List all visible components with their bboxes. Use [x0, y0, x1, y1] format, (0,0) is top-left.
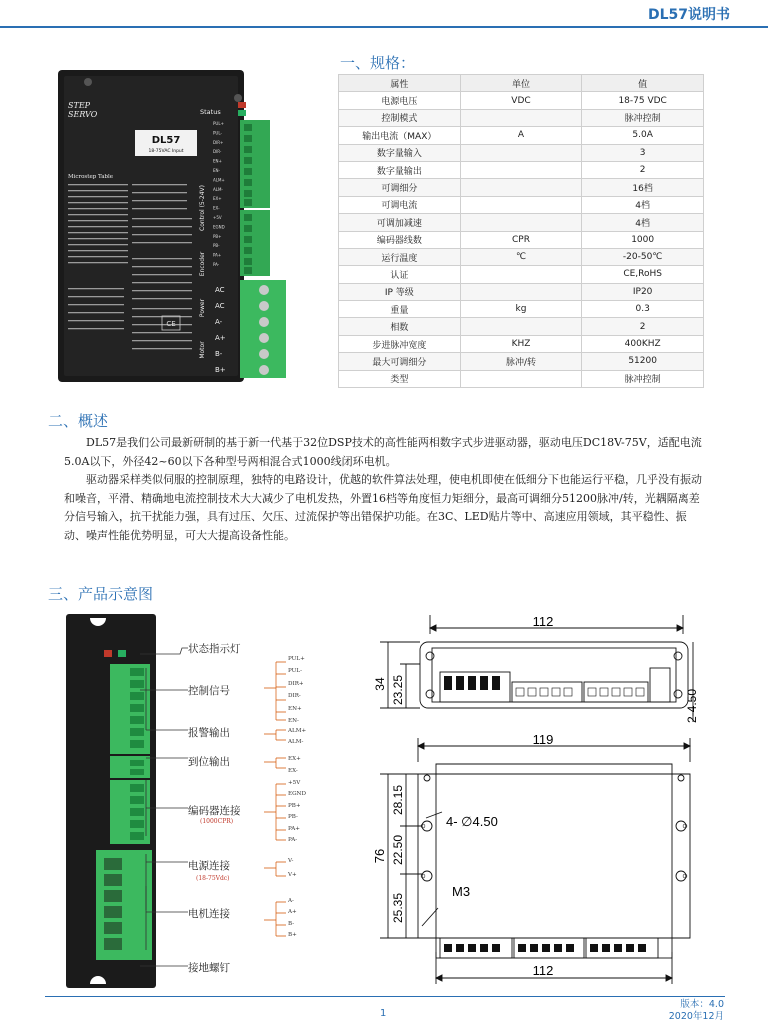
photo-terminal-label: PUL- — [213, 130, 222, 136]
spec-table — [338, 74, 704, 388]
photo-terminal-label: AC — [215, 302, 225, 310]
spec-row — [339, 318, 704, 335]
photo-model: DL57 — [151, 135, 181, 146]
dim-2815: 28.15 — [391, 784, 405, 816]
dim-hole: 4- ∅4.50 — [446, 814, 498, 829]
document-title: DL57说明书 — [647, 7, 730, 23]
spec-cell — [460, 266, 582, 283]
photo-ce: CE — [166, 320, 176, 328]
label-alarm-output: 报警输出 — [188, 727, 230, 739]
signal-name: EX- — [288, 768, 298, 774]
spec-row — [339, 335, 704, 352]
signal-list — [288, 656, 328, 956]
spec-cell: 脉冲/转 — [460, 353, 582, 370]
overview-paragraph-1: DL57是我们公司最新研制的基于新一代基于32位DSP技术的高性能两相数字式步进驱动器，驱动电压DC18V-75V，适配电流 5.0A以下，外径42~60以下各种型号两相混合式1000线闭环电机。 — [64, 436, 702, 468]
signal-name: EN- — [288, 718, 299, 724]
signal-name: PA+ — [288, 825, 300, 832]
overview-heading: 二、概述 — [48, 412, 109, 430]
label-power: 电源连接 — [188, 860, 230, 872]
spec-column-header: 值 — [582, 75, 704, 92]
photo-terminal-label: B+ — [215, 366, 226, 374]
dim-height-2325: 23.25 — [391, 674, 405, 706]
spec-cell: VDC — [460, 92, 582, 109]
spec-cell: 400KHZ — [582, 335, 704, 352]
signal-name: ALM- — [288, 739, 304, 745]
spec-cell: 编码器线数 — [339, 231, 461, 248]
spec-cell: 1000 — [582, 231, 704, 248]
photo-table-title: Microstep Table — [68, 174, 114, 180]
product-photo — [50, 68, 290, 390]
photo-motor: Motor — [199, 341, 206, 359]
signal-name: DIR+ — [288, 680, 304, 687]
version-info — [669, 999, 724, 1023]
signal-name: V- — [288, 858, 294, 864]
dim-bottom-width: 112 — [532, 963, 554, 978]
photo-terminal-label: EN+ — [213, 158, 222, 164]
spec-cell — [460, 283, 582, 300]
dim-right-450: 2-4.50 — [685, 688, 699, 724]
spec-cell: 18-75 VDC — [582, 92, 704, 109]
spec-row — [339, 353, 704, 370]
spec-cell: A — [460, 127, 582, 144]
spec-cell — [460, 214, 582, 231]
spec-column-header: 属性 — [339, 75, 461, 92]
spec-cell: 电源电压 — [339, 92, 461, 109]
label-motor: 电机连接 — [188, 908, 230, 920]
overview-text — [64, 434, 704, 545]
photo-brand: STEP SERVO — [68, 101, 98, 119]
spec-row — [339, 214, 704, 231]
signal-name: EX+ — [288, 756, 301, 762]
label-encoder-sub: (1000CPR) — [200, 818, 234, 825]
spec-row — [339, 231, 704, 248]
spec-cell: 运行温度 — [339, 248, 461, 265]
spec-cell: 输出电流（MAX） — [339, 127, 461, 144]
photo-control: Control (5-24V) — [199, 185, 206, 231]
spec-cell — [460, 318, 582, 335]
photo-terminal-label: PUL+ — [213, 121, 224, 126]
photo-terminal-label: ALM+ — [213, 177, 225, 183]
spec-cell: 2 — [582, 318, 704, 335]
spec-row — [339, 370, 704, 387]
spec-cell — [460, 370, 582, 387]
spec-cell: KHZ — [460, 335, 582, 352]
signal-name: A- — [288, 898, 294, 904]
photo-status: Status — [200, 108, 221, 116]
photo-encoder: Encoder — [199, 251, 206, 277]
spec-cell: 数字量输出 — [339, 161, 461, 178]
spec-cell: 0.3 — [582, 301, 704, 318]
photo-terminal-label: A- — [215, 318, 223, 326]
spec-cell: 脉冲控制 — [582, 109, 704, 126]
spec-row — [339, 283, 704, 300]
spec-cell: ℃ — [460, 248, 582, 265]
spec-cell: 认证 — [339, 266, 461, 283]
spec-cell — [460, 161, 582, 178]
dim-2250: 22.50 — [391, 834, 405, 866]
spec-cell: 重量 — [339, 301, 461, 318]
spec-heading: 一、规格： — [340, 54, 416, 72]
signal-name: A+ — [288, 909, 297, 916]
photo-terminal-label: DIR- — [213, 149, 222, 155]
version: 版本：4.0 — [680, 999, 724, 1010]
spec-cell: 2 — [582, 161, 704, 178]
spec-cell: -20-50℃ — [582, 248, 704, 265]
spec-cell: 16档 — [582, 179, 704, 196]
signal-name: PA- — [288, 837, 298, 843]
photo-terminal-label: ALM- — [213, 186, 223, 192]
spec-cell — [460, 179, 582, 196]
spec-row — [339, 266, 704, 283]
photo-terminal-label: EX- — [213, 205, 220, 211]
photo-terminal-label: PB+ — [213, 233, 222, 239]
spec-cell — [460, 109, 582, 126]
spec-cell: 类型 — [339, 370, 461, 387]
spec-cell: 数字量输入 — [339, 144, 461, 161]
spec-cell: 4档 — [582, 214, 704, 231]
signal-name: EGND — [288, 791, 306, 798]
dim-76: 76 — [372, 848, 387, 864]
footer-rule — [45, 996, 725, 997]
spec-cell: 控制模式 — [339, 109, 461, 126]
spec-cell: 可调加减速 — [339, 214, 461, 231]
spec-cell: 最大可调细分 — [339, 353, 461, 370]
signal-name: PB- — [288, 814, 298, 821]
photo-input: 18-75VAC Input — [148, 149, 184, 154]
photo-power: Power — [199, 298, 206, 318]
label-power-sub: (18-75Vdc) — [196, 875, 230, 882]
spec-row — [339, 196, 704, 213]
spec-cell: 3 — [582, 144, 704, 161]
photo-terminal-label: +5V — [213, 215, 222, 220]
signal-name: ALM+ — [288, 728, 307, 734]
dim-m3: M3 — [452, 884, 471, 899]
signal-name: B- — [288, 920, 295, 927]
signal-name: B+ — [288, 932, 297, 939]
label-status-led: 状态指示灯 — [188, 643, 241, 655]
spec-row — [339, 144, 704, 161]
diagram-heading: 三、产品示意图 — [48, 585, 154, 603]
spec-row — [339, 92, 704, 109]
signal-name: PB+ — [288, 802, 301, 809]
spec-cell — [460, 144, 582, 161]
signal-name: PUL- — [288, 668, 302, 675]
photo-terminal-label: EX+ — [213, 196, 222, 202]
label-ground-screw: 接地螺钉 — [188, 962, 230, 974]
spec-cell: 51200 — [582, 353, 704, 370]
version-date: 2020年12月 — [668, 1011, 724, 1022]
label-encoder: 编码器连接 — [188, 805, 241, 817]
photo-terminal-label: PA- — [213, 262, 220, 267]
spec-row — [339, 179, 704, 196]
dim-2535: 25.35 — [391, 892, 405, 924]
spec-cell: 可调细分 — [339, 179, 461, 196]
spec-cell: kg — [460, 301, 582, 318]
spec-cell: IP20 — [582, 283, 704, 300]
photo-terminal-label: AC — [215, 286, 225, 294]
spec-cell: 步进脉冲宽度 — [339, 335, 461, 352]
dimension-drawings — [360, 612, 705, 988]
spec-cell: 脉冲控制 — [582, 370, 704, 387]
spec-cell: 相数 — [339, 318, 461, 335]
spec-cell: 可调电流 — [339, 196, 461, 213]
spec-row — [339, 161, 704, 178]
photo-terminal-label: B- — [215, 350, 223, 358]
spec-cell: CPR — [460, 231, 582, 248]
label-inpos-output: 到位输出 — [188, 756, 230, 768]
spec-cell: CE,RoHS — [582, 266, 704, 283]
signal-name: PUL+ — [288, 656, 305, 662]
signal-name: EN+ — [288, 705, 302, 712]
photo-terminal-label: PB- — [213, 243, 220, 249]
spec-row — [339, 127, 704, 144]
spec-row — [339, 248, 704, 265]
signal-name: DIR- — [288, 693, 301, 700]
spec-row — [339, 109, 704, 126]
label-control-signal: 控制信号 — [188, 685, 230, 697]
photo-terminal-label: A+ — [215, 334, 226, 342]
photo-terminal-label: DIR+ — [213, 139, 224, 145]
dim-top-width: 112 — [532, 614, 554, 629]
spec-cell — [460, 196, 582, 213]
spec-cell: IP 等级 — [339, 283, 461, 300]
spec-cell: 5.0A — [582, 127, 704, 144]
spec-cell: 4档 — [582, 196, 704, 213]
overview-paragraph-2: 驱动器采样类似伺服的控制原理，独特的电路设计，优越的软件算法处理，使电机即使在低细分下也能运行平稳，几乎没有振动和噪音，平滑、精确地电流控制技术大大减少了电机发热，外置16档等角度恒力矩细分，最高可调细分51200脉冲/转，光耦隔离差分信号输入，抗干扰能力强，具有过压、欠压、过流保护等出错保护功能。在3C、LED贴片等中、高速应用领域，其平稳性、振动、噪声性能优势明显，可大大提高设备性能。 — [64, 473, 702, 542]
spec-row — [339, 301, 704, 318]
dim-height-34: 34 — [373, 677, 387, 691]
photo-terminal-label: EN- — [213, 168, 220, 173]
spec-column-header: 单位 — [460, 75, 582, 92]
dim-front-width: 119 — [532, 732, 554, 747]
signal-name: V+ — [288, 872, 297, 878]
signal-name: +5V — [288, 780, 301, 786]
photo-terminal-label: PA+ — [213, 252, 222, 258]
photo-terminal-label: EGND — [213, 224, 225, 230]
header-rule — [0, 26, 768, 28]
diagram-leader-lines — [140, 640, 310, 980]
page-number: 1 — [380, 1008, 387, 1019]
